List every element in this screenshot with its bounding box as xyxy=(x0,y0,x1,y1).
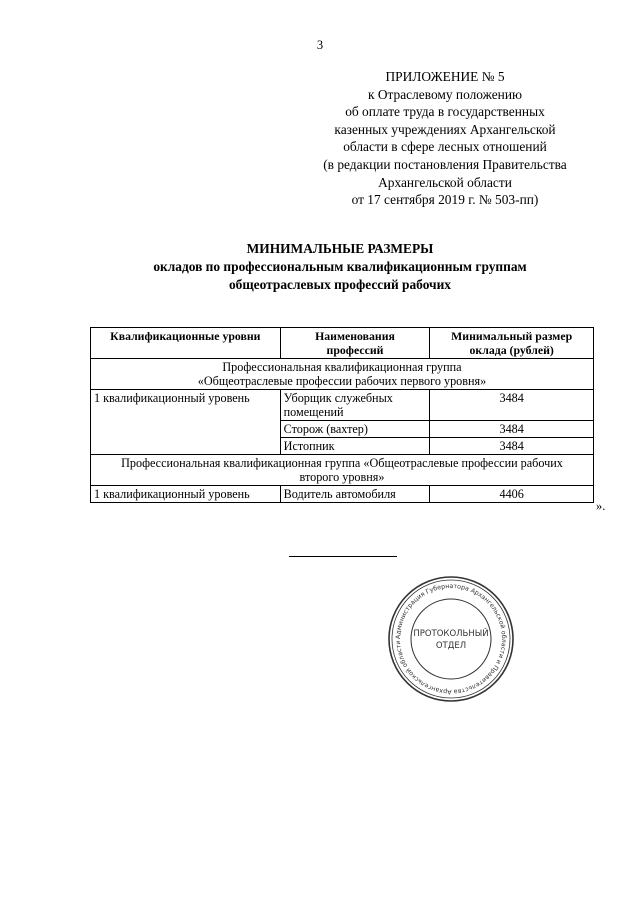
appendix-line: казенных учреждениях Архангельской xyxy=(334,121,556,137)
profession-cell: Водитель автомобиля xyxy=(280,486,430,503)
stamp-ring-text: Администрация Губернатора Архангельской области и Правительства Архангельской области xyxy=(394,582,508,696)
closing-quote-mark: ». xyxy=(596,499,606,513)
level-cell: 1 квалификационный уровень xyxy=(91,390,281,455)
salary-cell: 4406 xyxy=(430,486,594,503)
table-header-row xyxy=(91,328,594,359)
profession-cell: Уборщик служебных помещений xyxy=(280,390,430,421)
level-cell: 1 квалификационный уровень xyxy=(91,486,281,503)
salary-cell: 3484 xyxy=(430,390,594,421)
appendix-line: от 17 сентября 2019 г. № 503-пп) xyxy=(351,192,539,208)
stamp-center-line: ПРОТОКОЛЬНЫЙ xyxy=(413,629,489,639)
group-row xyxy=(91,359,594,390)
separator-line xyxy=(289,556,397,557)
header-level: Квалификационные уровни xyxy=(91,328,281,359)
appendix-line: к Отраслевому положению xyxy=(367,86,523,102)
table-row xyxy=(91,486,594,503)
group-row xyxy=(91,455,594,486)
appendix-line: области в сфере лесных отношений xyxy=(343,139,547,155)
title-line: общеотраслевых профессий рабочих xyxy=(228,277,452,292)
appendix-heading xyxy=(280,68,610,209)
page-number: 3 xyxy=(316,38,324,52)
profession-cell: Сторож (вахтер) xyxy=(280,421,430,438)
stamp-center-line: ОТДЕЛ xyxy=(435,641,467,651)
group-title: Профессиональная квалификационная группа «Общеотраслевые профессии рабочих второго уровня» xyxy=(91,455,594,486)
official-stamp xyxy=(386,574,516,704)
appendix-line: Архангельской области xyxy=(378,174,512,190)
appendix-line: (в редакции постановления Правительства xyxy=(323,156,567,172)
header-salary: Минимальный размер оклада (рублей) xyxy=(430,328,594,359)
profession-cell: Истопник xyxy=(280,438,430,455)
title-line: МИНИМАЛЬНЫЕ РАЗМЕРЫ xyxy=(246,241,434,256)
appendix-line: ПРИЛОЖЕНИЕ № 5 xyxy=(385,69,505,84)
document-title xyxy=(60,240,620,294)
salary-table xyxy=(90,327,594,503)
title-line: окладов по профессиональным квалификационным группам xyxy=(153,259,527,274)
table-row xyxy=(91,390,594,421)
appendix-line: об оплате труда в государственных xyxy=(345,104,545,120)
salary-cell: 3484 xyxy=(430,438,594,455)
group-title: Профессиональная квалификационная группа «Общеотраслевые профессии рабочих первого уровня» xyxy=(91,359,594,390)
salary-cell: 3484 xyxy=(430,421,594,438)
header-profession: Наименования профессий xyxy=(280,328,430,359)
